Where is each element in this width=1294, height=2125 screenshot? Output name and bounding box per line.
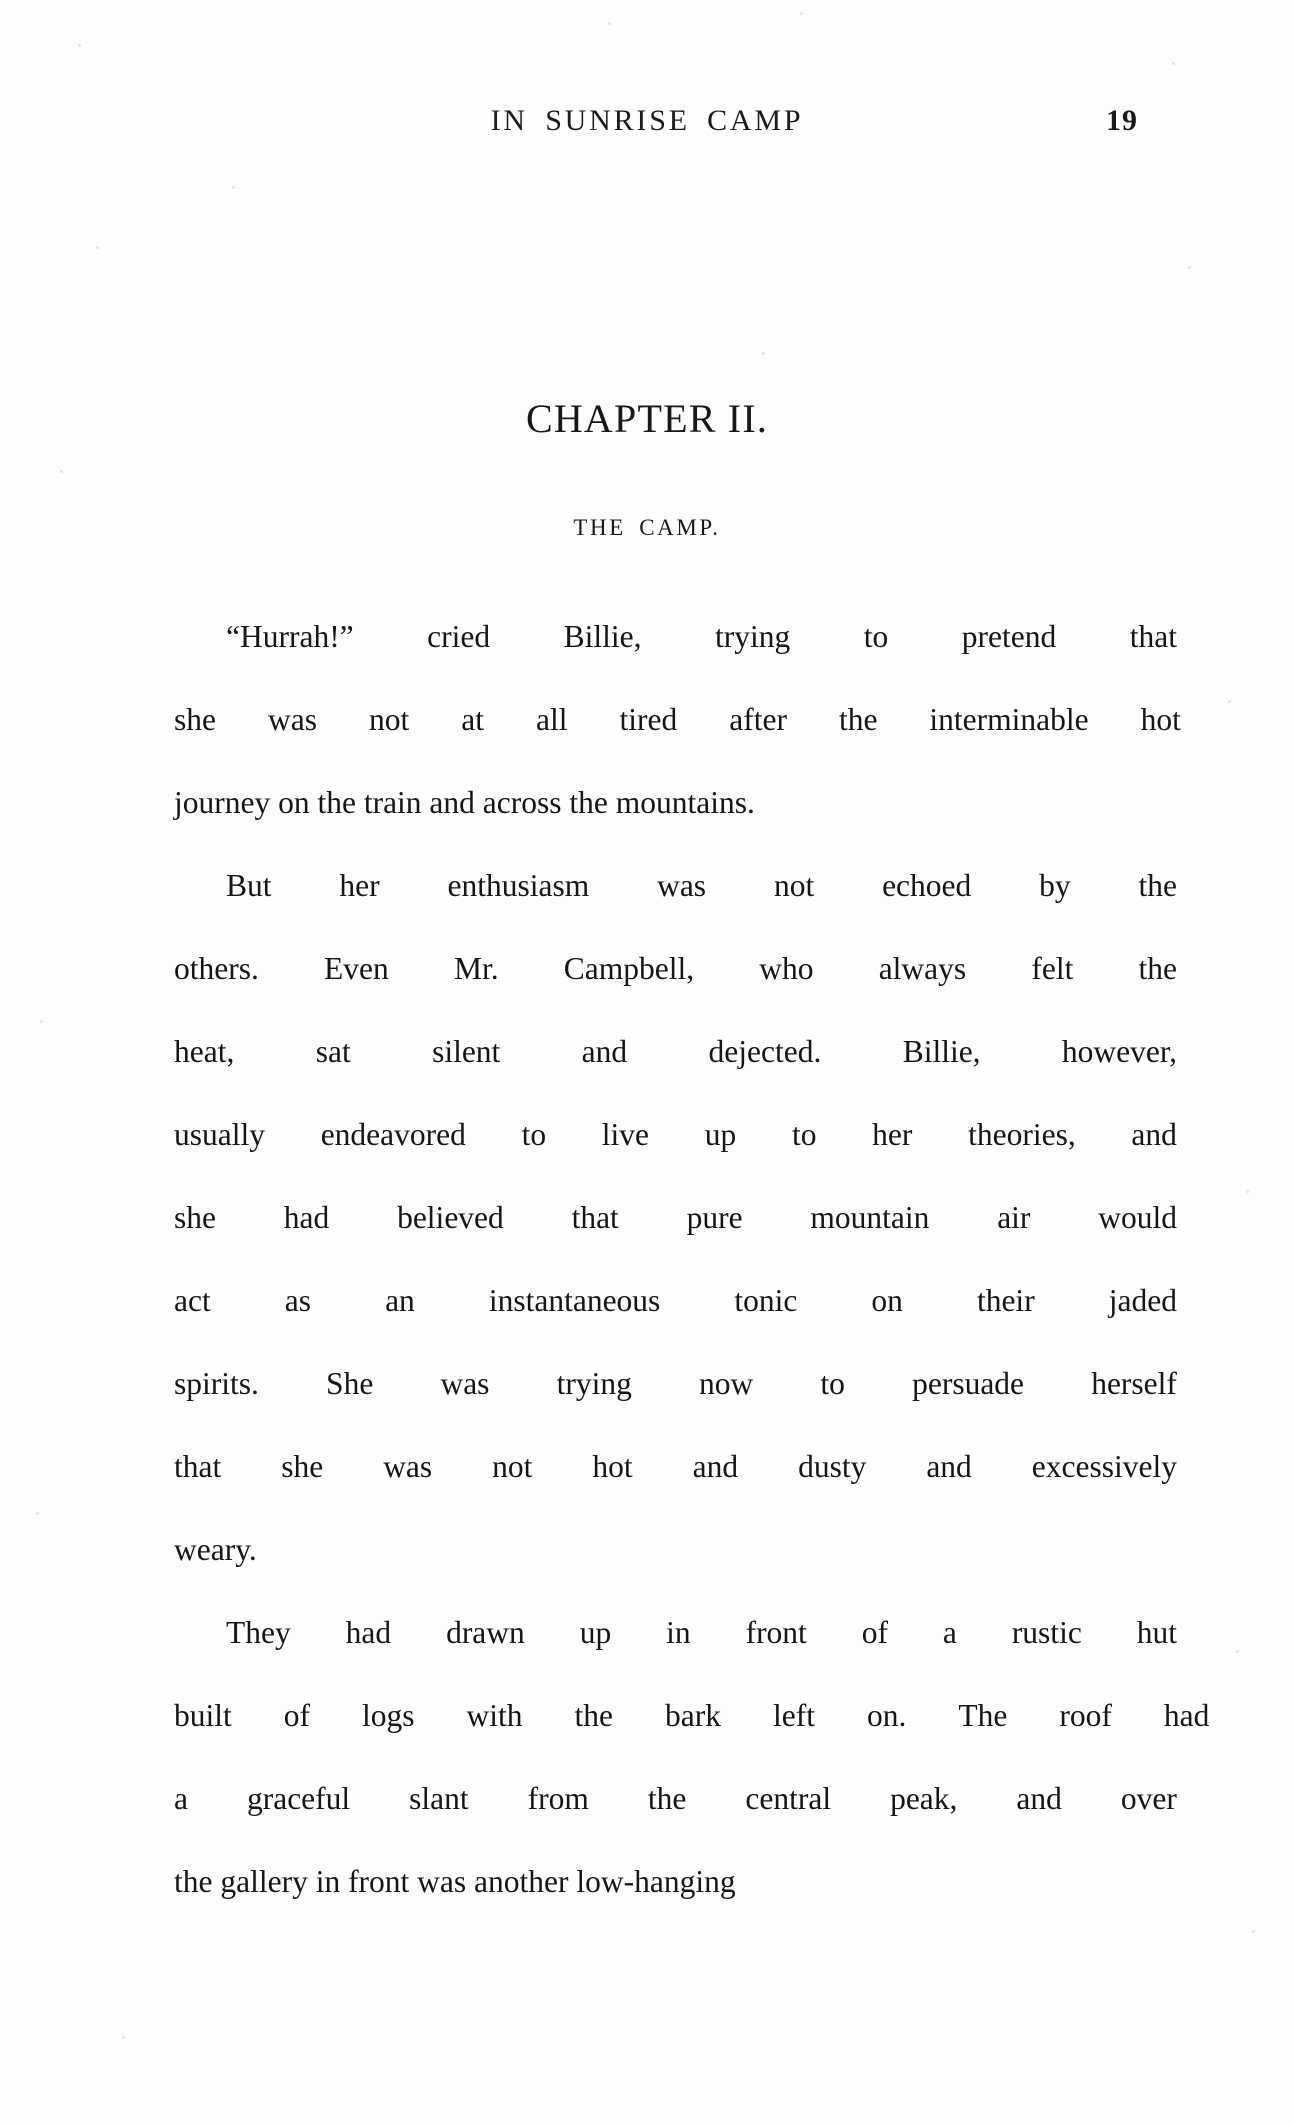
paper-speck xyxy=(122,2036,125,2039)
word: peak, xyxy=(890,1781,958,1816)
word: rustic xyxy=(1011,1615,1082,1650)
word: echoed xyxy=(882,868,972,903)
text-line xyxy=(122,595,1177,678)
word: to xyxy=(791,1117,817,1152)
word: always xyxy=(878,951,967,986)
text-line xyxy=(122,678,1181,761)
word: usually xyxy=(174,1117,265,1152)
word: Campbell, xyxy=(563,951,695,986)
word: at xyxy=(461,702,484,737)
paragraph-1 xyxy=(122,595,1181,844)
word: was xyxy=(383,1449,433,1484)
word: heat, xyxy=(174,1034,235,1069)
text-line: journey on the train and across the mountains. xyxy=(174,785,755,820)
word: believed xyxy=(397,1200,504,1235)
word: instantaneous xyxy=(488,1283,661,1318)
text-line xyxy=(122,1093,1177,1176)
word: Mr. xyxy=(453,951,499,986)
word: was xyxy=(440,1366,490,1401)
word: had xyxy=(345,1615,392,1650)
running-head-title: IN SUNRISE CAMP xyxy=(490,104,804,137)
word: air xyxy=(997,1200,1031,1235)
word: that xyxy=(1129,619,1177,654)
word: excessively xyxy=(1031,1449,1177,1484)
running-head xyxy=(0,104,1294,138)
word: hot xyxy=(1140,702,1181,737)
word: left xyxy=(773,1698,815,1733)
word: she xyxy=(281,1449,324,1484)
word: had xyxy=(283,1200,330,1235)
word: tonic xyxy=(734,1283,798,1318)
text-line xyxy=(122,1176,1177,1259)
word: mountain xyxy=(810,1200,930,1235)
word: that xyxy=(571,1200,619,1235)
word: and xyxy=(926,1449,972,1484)
word: felt xyxy=(1031,951,1074,986)
word: built xyxy=(174,1698,232,1733)
word: the xyxy=(838,702,878,737)
word: of xyxy=(861,1615,888,1650)
word: logs xyxy=(362,1698,415,1733)
word: and xyxy=(581,1034,628,1069)
word: silent xyxy=(432,1034,501,1069)
word: not xyxy=(369,702,410,737)
word: their xyxy=(976,1283,1035,1318)
word: tired xyxy=(619,702,678,737)
word: act xyxy=(174,1283,211,1318)
word: dusty xyxy=(798,1449,867,1484)
text-line xyxy=(122,1674,1210,1757)
word: she xyxy=(174,702,216,737)
paper-speck xyxy=(60,470,63,473)
word: to xyxy=(863,619,889,654)
word: persuade xyxy=(912,1366,1025,1401)
paper-speck xyxy=(96,246,99,249)
word: bark xyxy=(665,1698,722,1733)
word: and xyxy=(1016,1781,1062,1816)
word: over xyxy=(1120,1781,1177,1816)
body-text xyxy=(122,595,1210,1923)
paper-speck xyxy=(78,44,81,47)
word: spirits. xyxy=(174,1366,259,1401)
word: live xyxy=(601,1117,650,1152)
word: by xyxy=(1039,868,1071,903)
word: from xyxy=(527,1781,589,1816)
word: a xyxy=(174,1781,188,1816)
text-line xyxy=(122,1259,1177,1342)
word: as xyxy=(284,1283,312,1318)
word: and xyxy=(692,1449,739,1484)
word: drawn xyxy=(446,1615,525,1650)
word: in xyxy=(666,1615,691,1650)
page-number: 19 xyxy=(1106,104,1138,137)
paper-speck xyxy=(1236,1650,1239,1653)
paper-speck xyxy=(40,1020,43,1023)
word: up xyxy=(579,1615,612,1650)
paper-speck xyxy=(1228,700,1231,703)
text-line xyxy=(122,1591,1177,1674)
word: was xyxy=(657,868,707,903)
word: of xyxy=(283,1698,311,1733)
word: an xyxy=(385,1283,415,1318)
word: enthusiasm xyxy=(447,868,590,903)
word: her xyxy=(872,1117,913,1152)
text-line xyxy=(122,1010,1177,1093)
word: who xyxy=(759,951,814,986)
paper-speck xyxy=(1246,1190,1249,1193)
paper-speck xyxy=(36,1512,39,1515)
word: others. xyxy=(174,951,259,986)
word: not xyxy=(492,1449,533,1484)
text-line xyxy=(122,1342,1177,1425)
word: the xyxy=(574,1698,614,1733)
word: jaded xyxy=(1108,1283,1177,1318)
word: would xyxy=(1098,1200,1177,1235)
paper-speck xyxy=(1172,62,1175,65)
word: with xyxy=(466,1698,523,1733)
word: theories, xyxy=(968,1117,1076,1152)
paper-speck xyxy=(800,12,803,15)
word: She xyxy=(326,1366,374,1401)
word: “Hurrah!” xyxy=(226,619,354,654)
word: all xyxy=(536,702,568,737)
paper-speck xyxy=(1188,266,1191,269)
word: Billie, xyxy=(902,1034,981,1069)
word: and xyxy=(1131,1117,1177,1152)
word: front xyxy=(745,1615,807,1650)
word: she xyxy=(174,1200,216,1235)
text-line: the gallery in front was another low-hanging xyxy=(174,1864,736,1899)
word: the xyxy=(1138,868,1177,903)
word: to xyxy=(521,1117,547,1152)
chapter-title: CHAPTER II. xyxy=(525,396,769,441)
word: sat xyxy=(315,1034,351,1069)
paper-speck xyxy=(608,22,611,25)
word: The xyxy=(958,1698,1008,1733)
paper-speck xyxy=(1252,1930,1255,1933)
word: after xyxy=(729,702,787,737)
word: Even xyxy=(324,951,389,986)
word: pure xyxy=(686,1200,743,1235)
paper-speck xyxy=(232,186,235,189)
word: trying xyxy=(556,1366,632,1401)
word: to xyxy=(820,1366,845,1401)
word: her xyxy=(339,868,380,903)
word: graceful xyxy=(246,1781,351,1816)
word: that xyxy=(174,1449,222,1484)
word: the xyxy=(1138,951,1177,986)
word: now xyxy=(699,1366,754,1401)
word: interminable xyxy=(929,702,1089,737)
word: But xyxy=(226,868,272,903)
word: Billie, xyxy=(563,619,642,654)
word: endeavored xyxy=(320,1117,466,1152)
word: They xyxy=(226,1615,291,1650)
word: however, xyxy=(1061,1034,1177,1069)
word: pretend xyxy=(961,619,1057,654)
chapter-subtitle: THE CAMP. xyxy=(573,515,721,540)
word: on xyxy=(871,1283,903,1318)
word: central xyxy=(745,1781,832,1816)
word: had xyxy=(1163,1698,1210,1733)
word: the xyxy=(647,1781,687,1816)
text-line: weary. xyxy=(174,1532,257,1567)
word: slant xyxy=(409,1781,469,1816)
word: on. xyxy=(867,1698,907,1733)
word: a xyxy=(942,1615,957,1650)
word: cried xyxy=(427,619,491,654)
word: not xyxy=(773,868,815,903)
word: roof xyxy=(1059,1698,1112,1733)
word: was xyxy=(268,702,317,737)
word: hut xyxy=(1136,1615,1177,1650)
paragraph-3 xyxy=(122,1591,1210,1923)
word: herself xyxy=(1091,1366,1177,1401)
text-line xyxy=(122,1425,1177,1508)
text-line xyxy=(122,844,1177,927)
word: dejected. xyxy=(708,1034,822,1069)
paper-speck xyxy=(762,352,765,355)
word: hot xyxy=(592,1449,633,1484)
text-line xyxy=(122,927,1177,1010)
word: up xyxy=(704,1117,737,1152)
word: trying xyxy=(715,619,791,654)
text-line xyxy=(122,1757,1177,1840)
paragraph-2 xyxy=(122,844,1177,1591)
